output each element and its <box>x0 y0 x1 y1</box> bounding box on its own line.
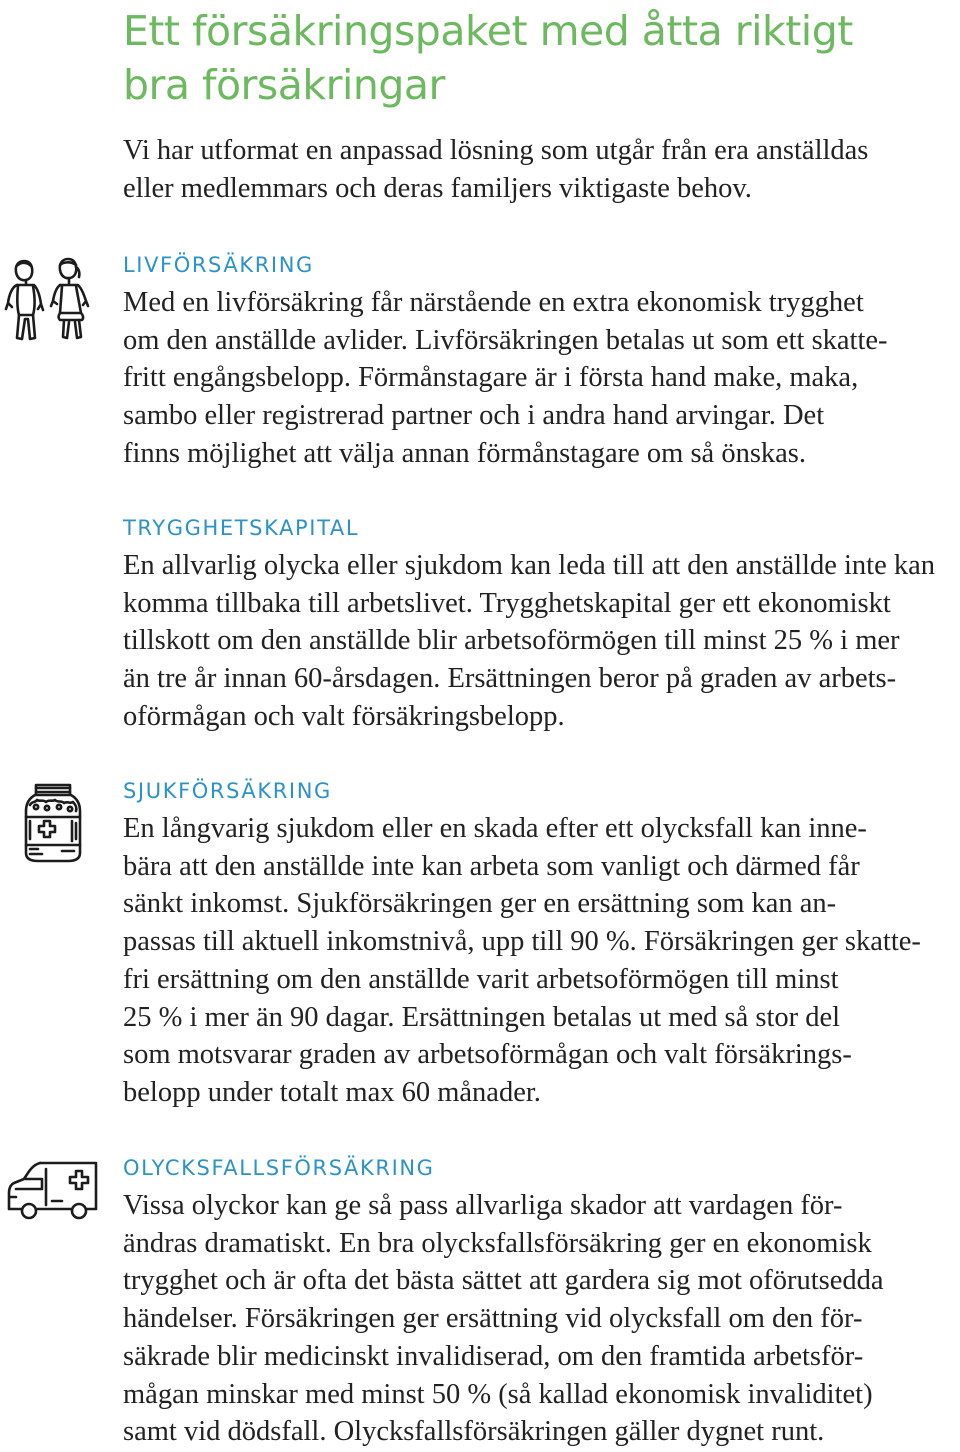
body-line: än tre år innan 60-årsdagen. Ersättningen beror på graden av arbets- <box>123 663 897 695</box>
section-livforsakring <box>123 252 960 473</box>
page-title <box>123 4 943 112</box>
body-line: finns möjlighet att välja annan förmånstagare om så önskas. <box>123 437 807 469</box>
body-line: En långvarig sjukdom eller en skada efter ett olycksfall kan inne- <box>123 813 867 844</box>
section-body <box>123 284 960 473</box>
body-line: säkrade blir medicinskt invalidiserad, om den framtida arbetsför- <box>123 1340 864 1372</box>
body-line: ändras dramatiskt. En bra olycksfallsförsäkring ger en ekonomisk <box>123 1227 872 1259</box>
title-line: Ett försäkringspaket med åtta riktigt <box>123 7 853 55</box>
family-couple-icon <box>2 253 94 343</box>
section-trygghetskapital <box>123 515 960 736</box>
section-heading: TRYGGHETSKAPITAL <box>123 516 360 540</box>
section-heading: OLYCKSFALLSFÖRSÄKRING <box>123 1156 435 1180</box>
body-line: En allvarlig olycka eller sjukdom kan leda till att den anställde inte kan <box>123 550 935 581</box>
body-line: Med en livförsäkring får närstående en extra ekonomisk trygghet <box>123 287 864 318</box>
body-line: samt vid dödsfall. Olycksfallsförsäkringen gäller dygnet runt. <box>123 1416 825 1448</box>
section-body <box>123 1187 960 1451</box>
intro-line: Vi har utformat en anpassad lösning som utgår från era anställdas <box>123 135 869 166</box>
body-line: fritt engångsbelopp. Förmånstagare är i första hand make, maka, <box>123 362 859 394</box>
body-line: trygghet och är ofta det bästa sättet att gardera sig mot oförutsedda <box>123 1265 884 1297</box>
ambulance-icon <box>6 1157 102 1227</box>
body-line: fri ersättning om den anställde varit arbetsoförmögen till minst <box>123 963 839 995</box>
body-line: passas till aktuell inkomstnivå, upp till 90 %. Försäkringen ger skatte- <box>123 926 921 958</box>
body-line: händelser. Försäkringen ger ersättning vid olycksfall om den för- <box>123 1303 863 1335</box>
section-olycksfallsforsakring <box>123 1155 960 1451</box>
body-line: Vissa olyckor kan ge så pass allvarliga skador att vardagen för- <box>123 1190 843 1221</box>
section-body <box>123 547 960 736</box>
body-line: 25 % i mer än 90 dagar. Ersättningen betalas ut med så stor del <box>123 1001 841 1033</box>
body-line: bära att den anställde inte kan arbeta som vanligt och därmed får <box>123 850 860 882</box>
title-line: bra försäkringar <box>123 61 445 109</box>
body-line: som motsvarar graden av arbetsoförmågan och valt försäkrings- <box>123 1039 852 1071</box>
medicine-jar-icon <box>22 779 84 865</box>
section-heading: LIVFÖRSÄKRING <box>123 253 314 277</box>
section-body <box>123 810 960 1112</box>
section-sjukforsakring <box>123 778 960 1112</box>
body-line: tillskott om den anställde blir arbetsoförmögen till minst 25 % i mer <box>123 625 900 657</box>
body-line: om den anställde avlider. Livförsäkringen betalas ut som ett skatte- <box>123 324 888 356</box>
body-line: komma tillbaka till arbetslivet. Trygghetskapital ger ett ekonomiskt <box>123 587 891 619</box>
section-heading: SJUKFÖRSÄKRING <box>123 779 332 803</box>
body-line: belopp under totalt max 60 månader. <box>123 1076 541 1108</box>
body-line: sambo eller registrerad partner och i andra hand arvingar. Det <box>123 400 825 432</box>
body-line: mågan minskar med minst 50 % (så kallad ekonomisk invaliditet) <box>123 1378 873 1410</box>
intro-line: eller medlemmars och deras familjers viktigaste behov. <box>123 172 752 204</box>
intro-paragraph <box>123 132 953 207</box>
body-line: oförmågan och valt försäkringsbelopp. <box>123 700 565 732</box>
body-line: sänkt inkomst. Sjukförsäkringen ger en ersättning som kan an- <box>123 888 837 920</box>
